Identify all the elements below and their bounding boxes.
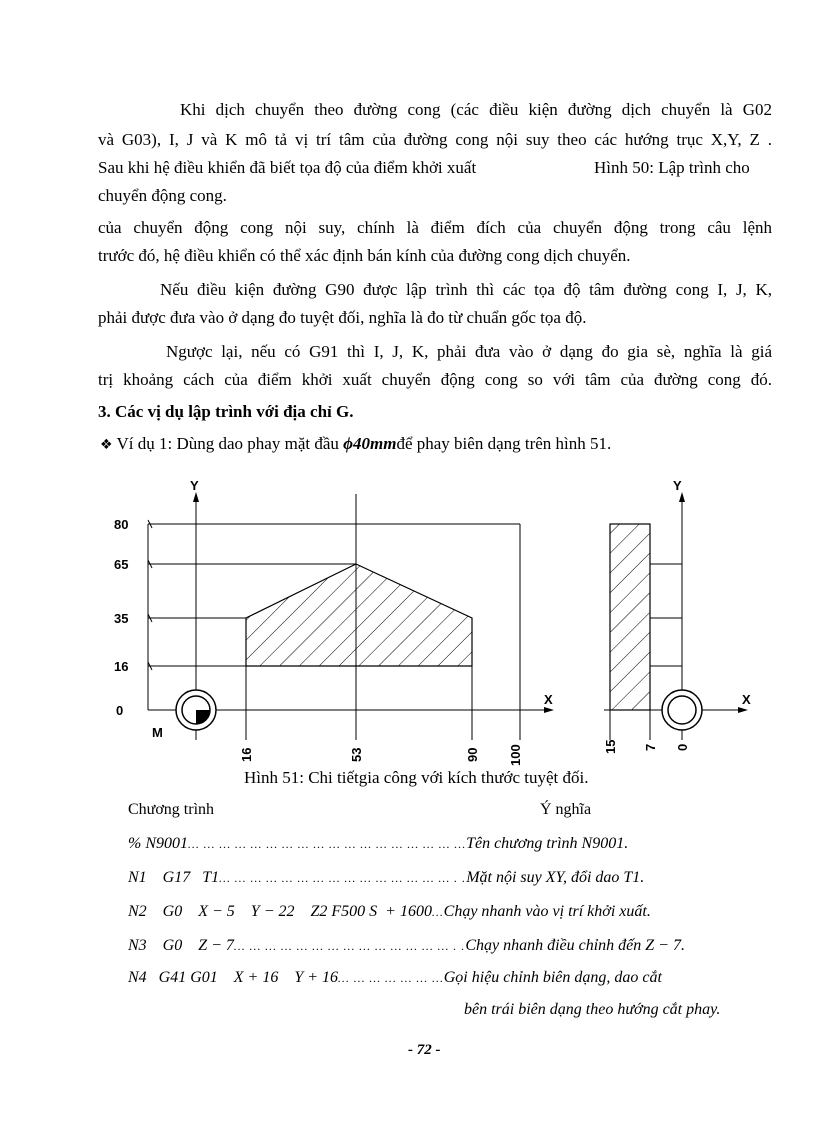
para3-line2: phải được đưa vào ở dạng đo tuyệt đối, nghĩa là đo từ chuẩn gốc tọa độ. (98, 308, 587, 327)
section-heading: 3. Các vị dụ lập trình với địa chỉ G. (98, 402, 354, 421)
row-meaning: Chạy nhanh điều chỉnh đến Z − 7. (465, 937, 685, 954)
y-axis-label: Y (190, 478, 199, 493)
row-meaning: Gọi hiệu chỉnh biên dạng, dao cắt (443, 969, 662, 986)
program-row-1 (128, 868, 644, 888)
row-dots: … (431, 905, 444, 919)
y-tick-35: 35 (114, 611, 129, 626)
row-meaning: bên trái biên dạng theo hướng cắt phay. (464, 1001, 721, 1018)
row-code: N1 G17 T1 (128, 869, 220, 886)
para1-line2: và G03), I, J và K mô tả vị trí tâm của đường cong nội suy theo các hướng trục X,Y, Z . (98, 130, 772, 149)
program-row-4 (128, 968, 662, 988)
row-code: % N9001 (128, 835, 188, 852)
figure50-caption: Hình 50: Lập trình cho (594, 158, 750, 177)
row-dots: … … … … … … … … … … … … … … … … … … (188, 837, 467, 851)
side-x-arrow-icon (738, 707, 748, 713)
y-tick-0: 0 (116, 703, 124, 718)
x-tick-100: 100 (508, 744, 523, 766)
y-tick-80: 80 (114, 517, 129, 532)
example-suffix: để phay biên dạng trên hình 51. (396, 434, 612, 453)
side-view (603, 478, 751, 754)
x-axis-arrow-icon (544, 707, 554, 713)
example-tool: ϕ40mm (343, 434, 397, 453)
program-row-5 (464, 1000, 720, 1020)
side-hatched-part (610, 524, 650, 710)
para1-line3: Sau khi hệ điều khiển đã biết tọa độ của điểm khởi xuất (98, 158, 477, 177)
col-header-program: Chương trình (128, 801, 215, 818)
x-tick-90: 90 (465, 747, 480, 762)
example-prefix: Ví dụ 1: Dùng dao phay mặt đầu (116, 434, 339, 453)
side-y-axis-label: Y (673, 478, 682, 493)
y-tick-65: 65 (114, 557, 129, 572)
row-dots: … … … … … … … … … … … … … … . . (233, 939, 466, 953)
y-axis-arrow-icon (193, 492, 199, 502)
side-x-tick-0: 0 (675, 743, 690, 751)
program-row-2 (128, 902, 651, 922)
page-number: - 72 - (408, 1042, 441, 1058)
row-dots: … … … … … … … … … … … … … … … . . (219, 871, 467, 885)
para1-line4: chuyển động cong. (98, 186, 227, 205)
para4-line2: trị khoảng cách của điểm khởi xuất chuyển động cong so với tâm của đường cong đó. (98, 370, 772, 389)
example-line (100, 434, 611, 455)
row-code: N2 G0 X − 5 Y − 22 Z2 F500 S + 1600 (128, 903, 432, 920)
para4-line1: Ngược lại, nếu có G91 thì I, J, K, phải đưa vào ở dạng đo gia sè, nghĩa là giá (166, 342, 772, 361)
row-dots: … … … … … … … (338, 971, 444, 985)
program-row-3 (128, 936, 685, 956)
x-tick-53: 53 (349, 747, 364, 762)
row-code: N4 G41 G01 X + 16 Y + 16 (128, 969, 339, 986)
x-axis-label: X (544, 692, 553, 707)
row-meaning: Tên chương trình N9001. (466, 835, 629, 852)
side-x-tick-15: 15 (603, 739, 618, 754)
front-view (114, 478, 554, 766)
col-header-meaning: Ý nghĩa (540, 801, 592, 818)
bullet-icon: ❖ (100, 437, 113, 453)
program-row-0 (128, 834, 628, 854)
origin-label-m: M (152, 725, 163, 740)
figure51-caption: Hình 51: Chi tiếtgia công với kích thước tuyệt đối. (244, 768, 589, 787)
para2-line1: của chuyển động cong nội suy, chính là điểm đích của chuyển động trong câu lệnh (98, 218, 772, 237)
side-x-axis-label: X (742, 692, 751, 707)
para3-line1: Nếu điều kiện đường G90 được lập trình thì các tọa độ tâm đường cong I, J, K, (160, 280, 772, 299)
y-tick-16: 16 (114, 659, 129, 674)
x-tick-16: 16 (239, 747, 254, 762)
side-y-arrow-icon (679, 492, 685, 502)
row-meaning: Mặt nội suy XY, đổi dao T1. (466, 869, 645, 886)
row-meaning: Chạy nhanh vào vị trí khởi xuất. (443, 903, 651, 920)
figure-51 (0, 470, 816, 770)
side-x-tick-7: 7 (643, 743, 658, 751)
para2-line2: trước đó, hệ điều khiển có thể xác định bán kính của đường cong dịch chuyển. (98, 246, 631, 265)
para1-line1: Khi dịch chuyển theo đường cong (các điều kiện đường dịch chuyển là G02 (180, 100, 772, 119)
row-code: N3 G0 Z − 7 (128, 937, 234, 954)
hatched-profile (246, 564, 472, 666)
